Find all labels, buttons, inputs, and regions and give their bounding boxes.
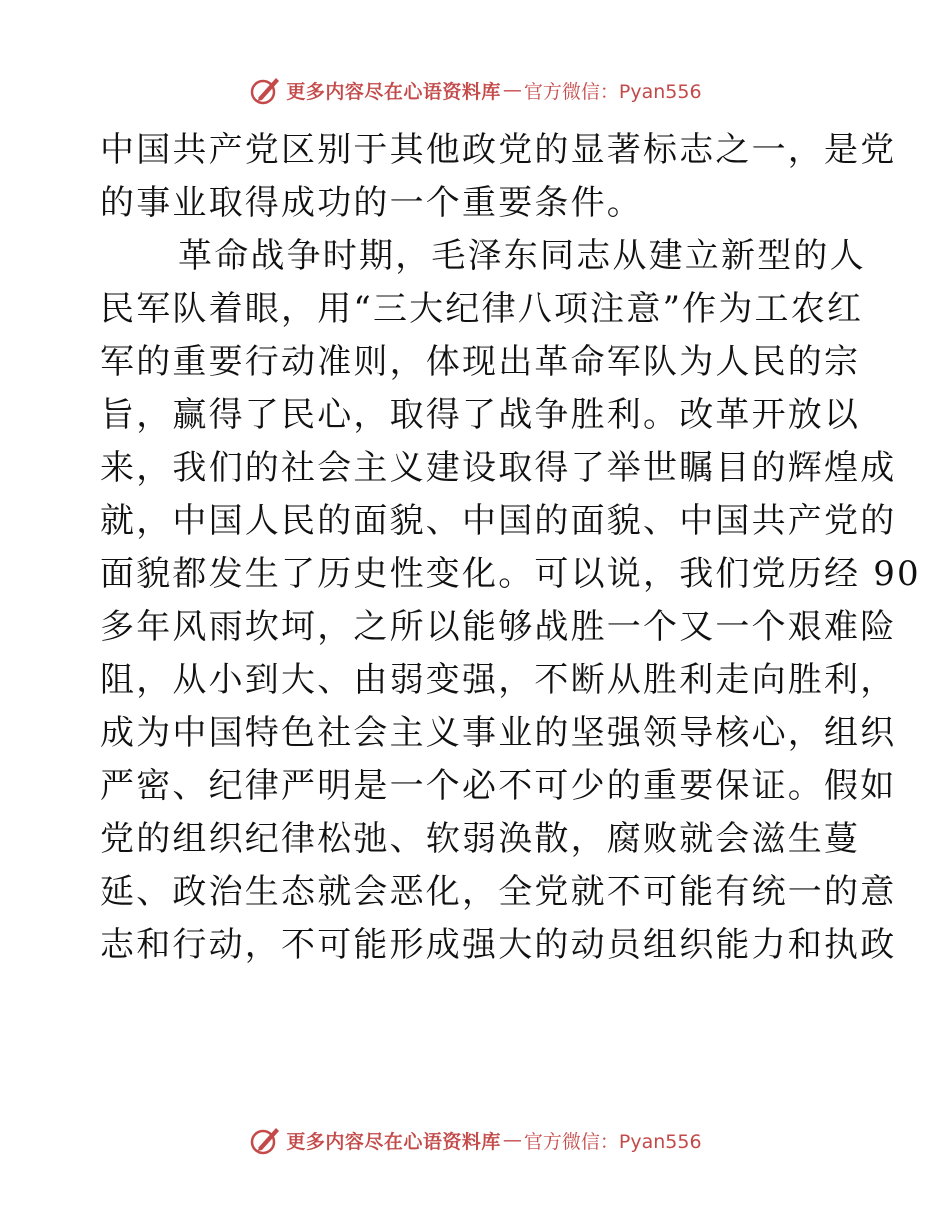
- quill-logo-icon: [248, 1123, 282, 1157]
- text-line: 来，我们的社会主义建设取得了举世瞩目的辉煌成: [100, 448, 897, 488]
- text-line: 就，中国人民的面貌、中国的面貌、中国共产党的: [100, 501, 897, 541]
- quill-logo-icon: [248, 73, 282, 107]
- text-line: 严密、纪律严明是一个必不可少的重要保证。假如: [100, 766, 897, 806]
- text-line: 延、政治生态就会恶化，全党就不可能有统一的意: [100, 872, 897, 912]
- banner-separator: —: [502, 1129, 522, 1151]
- banner-text: 更多内容尽在心语资料库: [286, 1130, 501, 1153]
- banner-text: 更多内容尽在心语资料库: [286, 80, 501, 103]
- document-body: [100, 124, 921, 972]
- text-line: 志和行动，不可能形成强大的动员组织能力和执政: [100, 925, 897, 965]
- text-line: 旨，赢得了民心，取得了战争胜利。改革开放以: [100, 395, 861, 435]
- text-line: 成为中国特色社会主义事业的坚强领导核心，组织: [100, 713, 897, 753]
- paragraph-start-line: 革命战争时期，毛泽东同志从建立新型的人: [178, 236, 866, 276]
- text-line: 的事业取得成功的一个重要条件。: [100, 183, 643, 223]
- text-line: 多年风雨坎坷，之所以能够战胜一个又一个艰难险: [100, 607, 897, 647]
- text-line: 中国共产党区别于其他政党的显著标志之一，是党: [100, 130, 897, 170]
- text-line: 面貌都发生了历史性变化。可以说，我们党历经 90: [100, 554, 921, 594]
- banner-wechat: 官方微信：Pyan556: [523, 80, 702, 103]
- footer-banner: [0, 1120, 950, 1160]
- text-line: 民军队着眼，用“三大纪律八项注意”作为工农红: [100, 289, 864, 329]
- text-line: 阻，从小到大、由弱变强，不断从胜利走向胜利，: [100, 660, 897, 700]
- banner-separator: —: [502, 79, 522, 101]
- header-banner: [0, 70, 950, 110]
- banner-wechat: 官方微信：Pyan556: [523, 1130, 702, 1153]
- text-line: 党的组织纪律松弛、软弱涣散，腐败就会滋生蔓: [100, 819, 861, 859]
- text-line: 军的重要行动准则，体现出革命军队为人民的宗: [100, 342, 861, 382]
